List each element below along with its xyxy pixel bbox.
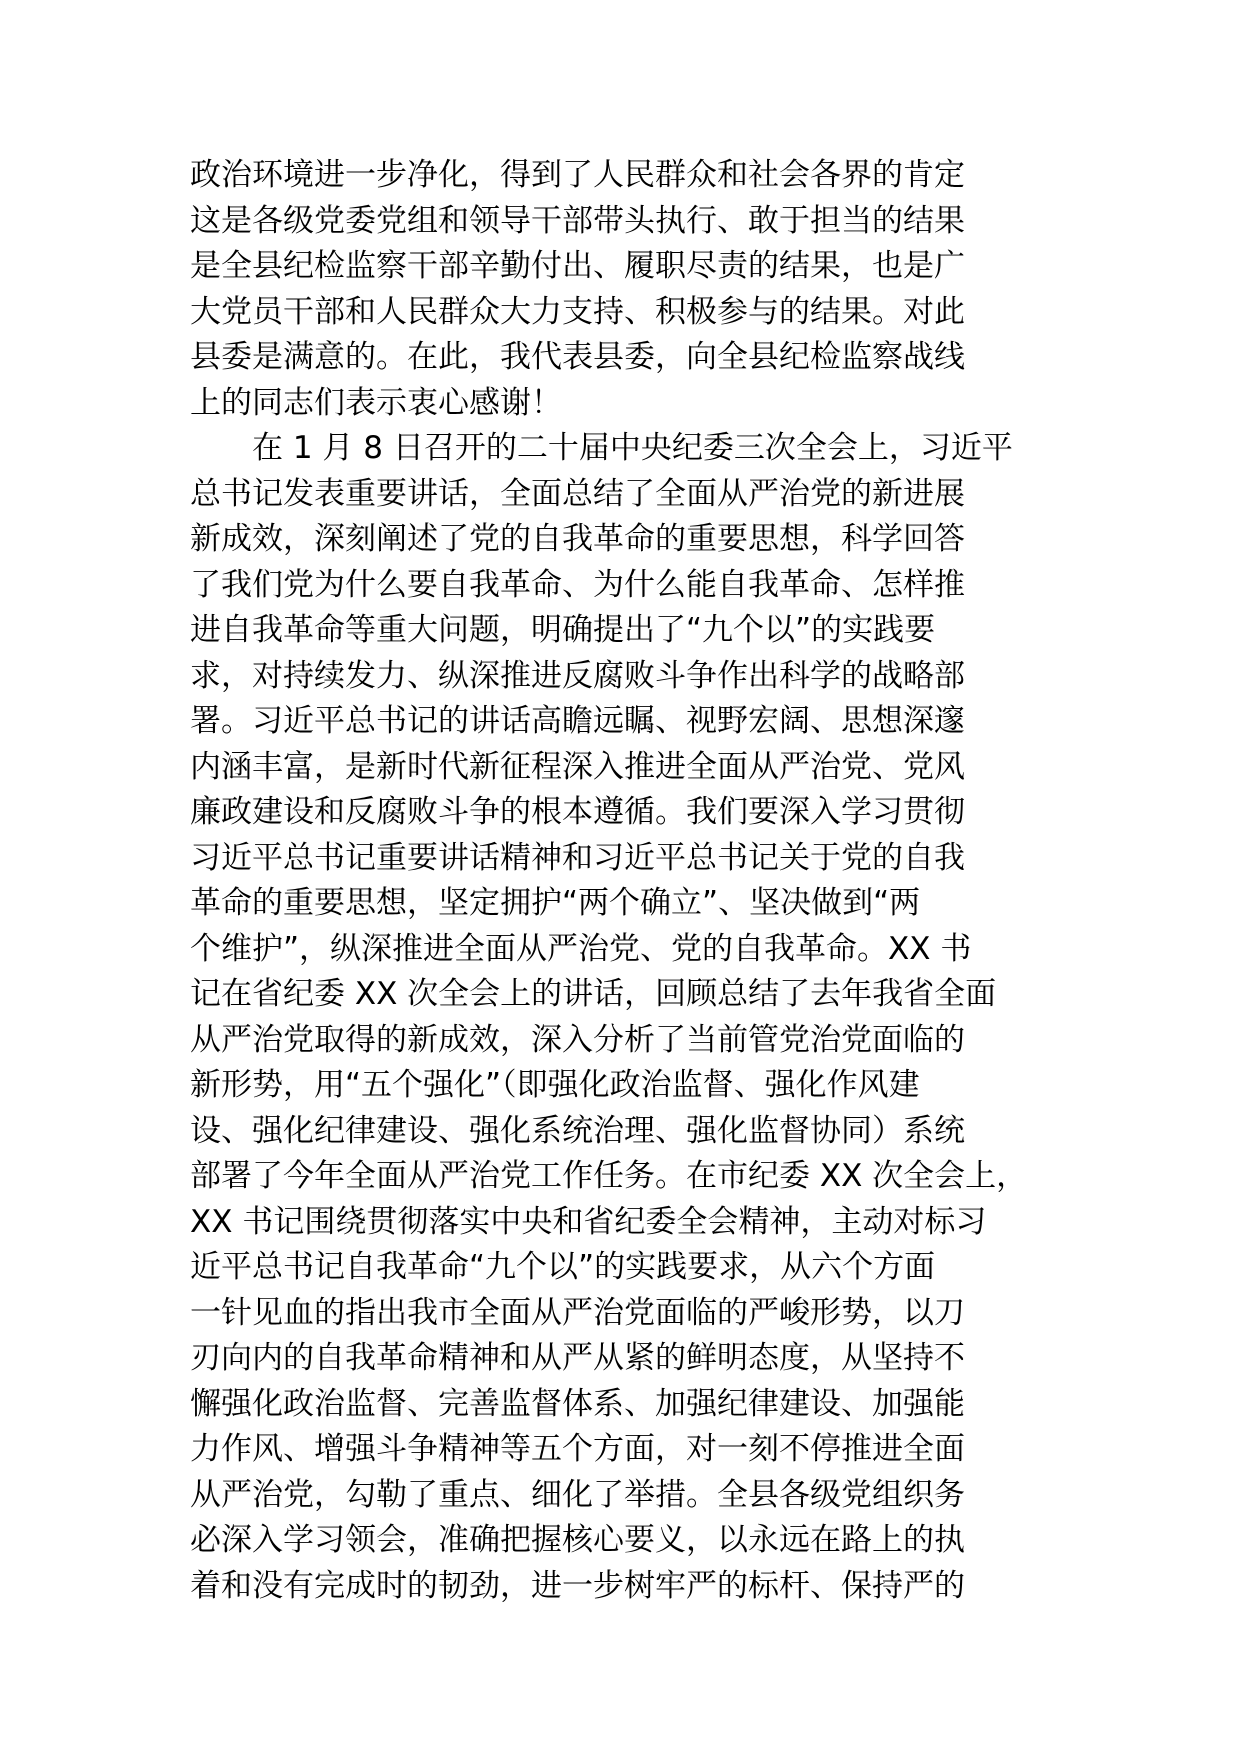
- text-line: 设、强化纪律建设、强化系统治理、强化监督协同）系统: [190, 1112, 965, 1149]
- text-line: 进自我革命等重大问题，明确提出了“九个以”的实践要: [190, 612, 936, 648]
- text-line: 这是各级党委党组和领导干部带头执行、敢于担当的结果: [190, 202, 965, 239]
- text-line: 着和没有完成时的韧劲，进一步树牢严的标杆、保持严的: [190, 1567, 965, 1604]
- text-line: 革命的重要思想，坚定拥护“两个确立”、坚决做到“两: [190, 885, 921, 921]
- text-line: 个维护”，纵深推进全面从严治党、党的自我革命。XX 书: [190, 930, 972, 967]
- text-line: 新成效，深刻阐述了党的自我革命的重要思想，科学回答: [190, 521, 965, 557]
- text-line: 力作风、增强斗争精神等五个方面，对一刻不停推进全面: [190, 1431, 965, 1467]
- text-line: 部署了今年全面从严治党工作任务。在市纪委 XX 次全会上，: [190, 1158, 1028, 1194]
- text-line: 政治环境进一步净化，得到了人民群众和社会各界的肯定: [190, 157, 965, 193]
- body-text: [190, 153, 1070, 1609]
- text-line: 上的同志们表示衷心感谢！: [190, 384, 562, 421]
- text-line: 求，对持续发力、纵深推进反腐败斗争作出科学的战略部: [190, 657, 965, 694]
- text-line: 署。习近平总书记的讲话高瞻远瞩、视野宏阔、思想深邃: [190, 703, 965, 739]
- text-line: 一针见血的指出我市全面从严治党面临的严峻形势，以刀: [190, 1294, 965, 1331]
- text-line: 新形势，用“五个强化”（即强化政治监督、强化作风建: [190, 1067, 920, 1103]
- text-line: 内涵丰富，是新时代新征程深入推进全面从严治党、党风: [190, 748, 965, 785]
- text-line: 记在省纪委 XX 次全会上的讲话，回顾总结了去年我省全面: [190, 976, 997, 1012]
- paragraph-start-line: 在 1 月 8 日召开的二十届中央纪委三次全会上，习近平: [190, 430, 1013, 466]
- text-line: 习近平总书记重要讲话精神和习近平总书记关于党的自我: [190, 839, 965, 876]
- text-line: XX 书记围绕贯彻落实中央和省纪委全会精神，主动对标习: [190, 1203, 987, 1240]
- text-line: 县委是满意的。在此，我代表县委，向全县纪检监察战线: [190, 339, 965, 375]
- text-line: 必深入学习领会，准确把握核心要义，以永远在路上的执: [190, 1522, 965, 1558]
- text-line: 总书记发表重要讲话，全面总结了全面从严治党的新进展: [190, 475, 965, 512]
- text-line: 了我们党为什么要自我革命、为什么能自我革命、怎样推: [190, 566, 965, 603]
- text-line: 从严治党取得的新成效，深入分析了当前管党治党面临的: [190, 1021, 965, 1058]
- text-line: 近平总书记自我革命“九个以”的实践要求，从六个方面: [190, 1249, 936, 1285]
- text-line: 刃向内的自我革命精神和从严从紧的鲜明态度，从坚持不: [190, 1340, 965, 1376]
- text-line: 懈强化政治监督、完善监督体系、加强纪律建设、加强能: [190, 1385, 965, 1422]
- text-line: 是全县纪检监察干部辛勤付出、履职尽责的结果，也是广: [190, 248, 965, 284]
- text-line: 廉政建设和反腐败斗争的根本遵循。我们要深入学习贯彻: [190, 794, 965, 830]
- text-line: 从严治党，勾勒了重点、细化了举措。全县各级党组织务: [190, 1476, 965, 1513]
- text-line: 大党员干部和人民群众大力支持、积极参与的结果。对此: [190, 293, 965, 330]
